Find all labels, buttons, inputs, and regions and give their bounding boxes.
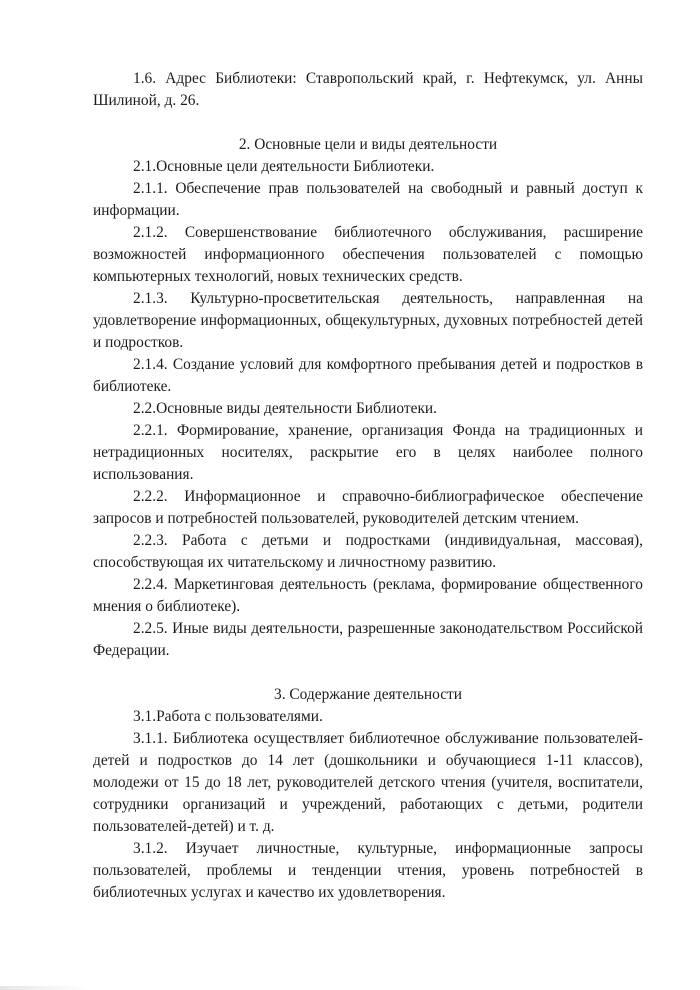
paragraph-2-1: 2.1.Основные цели деятельности Библиотеки. — [133, 158, 435, 175]
paragraph-2-1-1: 2.1.1. Обеспечение прав пользователей на свободный и равный доступ к информации. — [93, 180, 643, 219]
paragraph-3-1: 3.1.Работа с пользователями. — [133, 708, 323, 725]
paragraph-2-2-5: 2.2.5. Иные виды деятельности, разрешенные законодательством Российской Федерации. — [93, 620, 643, 659]
scan-edge-shadow — [0, 986, 90, 990]
paragraph-2-2-2: 2.2.2. Информационное и справочно-библиографическое обеспечение запросов и потребностей пользователей, руководителей детским чтением. — [93, 488, 643, 527]
paragraph-2-2: 2.2.Основные виды деятельности Библиотеки. — [133, 400, 438, 417]
section-3-heading: 3. Содержание деятельности — [274, 686, 462, 703]
document-body — [93, 68, 643, 904]
paragraph-2-2-3: 2.2.3. Работа с детьми и подростками (индивидуальная, массовая), способствующая их читательскому и личностному развитию. — [93, 532, 643, 571]
paragraph-3-1-2: 3.1.2. Изучает личностные, культурные, информационные запросы пользователей, проблемы и тенденции чтения, уровень потребностей в библиотечных услугах и качество их удовлетворения. — [93, 840, 643, 901]
paragraph-2-2-1: 2.2.1. Формирование, хранение, организация Фонда на традиционных и нетрадиционных носителях, раскрытие его в целях наиболее полного использования. — [93, 422, 643, 483]
paragraph-2-1-4: 2.1.4. Создание условий для комфортного пребывания детей и подростков в библиотеке. — [93, 356, 643, 395]
paragraph-2-1-3: 2.1.3. Культурно-просветительская деятельность, направленная на удовлетворение информационных, общекультурных, духовных потребностей детей и подростков. — [93, 290, 643, 351]
paragraph-2-1-2: 2.1.2. Совершенствование библиотечного обслуживания, расширение возможностей информационного обеспечения пользователей с помощью компьютерных технологий, новых технических средств. — [93, 224, 643, 285]
paragraph-1-6: 1.6. Адрес Библиотеки: Ставропольский край, г. Нефтекумск, ул. Анны Шилиной, д. 26. — [93, 70, 643, 109]
section-2-heading: 2. Основные цели и виды деятельности — [238, 136, 498, 153]
paragraph-2-2-4: 2.2.4. Маркетинговая деятельность (реклама, формирование общественного мнения о библиотеке). — [93, 576, 643, 615]
paragraph-3-1-1: 3.1.1. Библиотека осуществляет библиотечное обслуживание пользователей-детей и подростков до 14 лет (дошкольники и обучающиеся 1-11 классов), молодежи от 15 до 18 лет, руководителей детского чтения (учителя, воспитатели, сотрудники организаций и учреждений, работающих с детьми, родители пользователей-детей) и т. д. — [93, 730, 643, 835]
